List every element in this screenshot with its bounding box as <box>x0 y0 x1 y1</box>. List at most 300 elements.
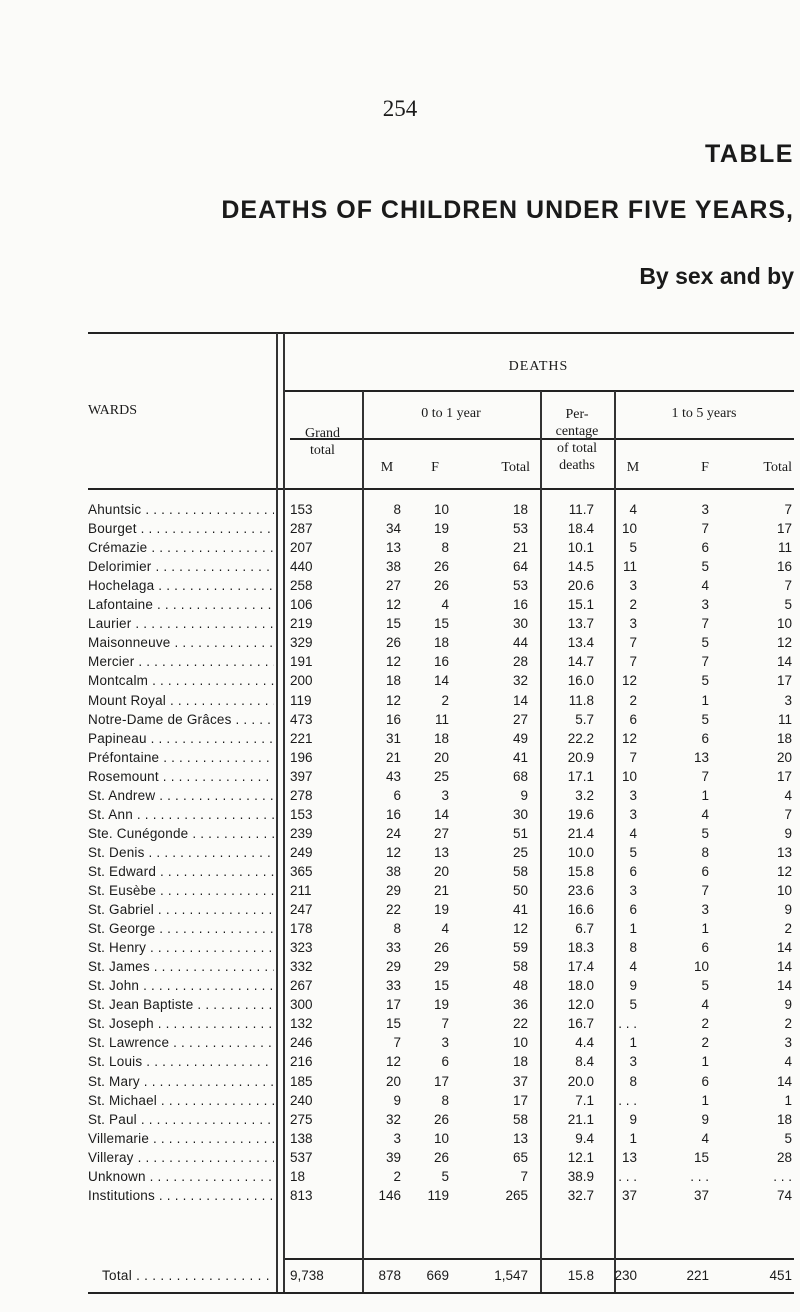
cell-m1: 11 <box>622 559 637 574</box>
cell-m1: 1 <box>629 1131 637 1146</box>
cell-m0: 9 <box>393 1093 401 1108</box>
cell-f0: 20 <box>433 750 449 765</box>
cell-t0: 16 <box>512 597 528 612</box>
cell-grand: 185 <box>290 1074 313 1089</box>
cell-m1: 8 <box>629 1074 637 1089</box>
ward-name: Ste. Cunégonde . . . <box>88 826 274 841</box>
grand-total-header-line2: total <box>310 443 335 458</box>
cell-t1: 9 <box>784 902 792 917</box>
cell-pct: 12.0 <box>567 997 594 1012</box>
cell-t1: 14 <box>776 959 792 974</box>
cell-f0: 16 <box>433 654 449 669</box>
cell-pct: 10.1 <box>567 540 594 555</box>
cell-m1: 1 <box>629 1035 637 1050</box>
table-row <box>0 1112 800 1131</box>
cell-t1: 4 <box>784 1054 792 1069</box>
cell-f1: 1 <box>701 1093 709 1108</box>
ward-name: Mercier . . . <box>88 654 274 669</box>
cell-pct: 7.1 <box>575 1093 594 1108</box>
cell-grand: 246 <box>290 1035 313 1050</box>
f0-header: F <box>431 460 439 475</box>
percentage-header <box>540 406 614 474</box>
table-row <box>0 597 800 616</box>
cell-pct: 21.1 <box>567 1112 594 1127</box>
cell-pct: 18.3 <box>567 940 594 955</box>
cell-grand: 18 <box>290 1169 306 1184</box>
cell-t1: 2 <box>784 921 792 936</box>
cell-pct: 16.0 <box>567 673 594 688</box>
cell-f1: 7 <box>701 883 709 898</box>
cell-t0: 30 <box>512 807 528 822</box>
cell-m1: 2 <box>629 693 637 708</box>
cell-grand: 106 <box>290 597 313 612</box>
ward-name: St. Louis . . . <box>88 1054 274 1069</box>
cell-m1: 230 <box>614 1268 637 1283</box>
cell-pct: 32.7 <box>567 1188 594 1203</box>
table-row <box>0 902 800 921</box>
cell-t1: 17 <box>776 769 792 784</box>
table-row <box>0 1169 800 1188</box>
cell-t0: 49 <box>512 731 528 746</box>
cell-f1: 5 <box>701 673 709 688</box>
cell-m0: 39 <box>385 1150 401 1165</box>
cell-t1: 14 <box>776 940 792 955</box>
cell-t1: 14 <box>776 978 792 993</box>
table-row <box>0 997 800 1016</box>
cell-pct: 38.9 <box>567 1169 594 1184</box>
table-row <box>0 1150 800 1169</box>
ward-name: Villemarie . . . <box>88 1131 274 1146</box>
table-row <box>0 750 800 769</box>
table-row <box>0 978 800 997</box>
ward-name: Hochelaga . . . <box>88 578 274 593</box>
cell-f0: 26 <box>433 1150 449 1165</box>
cell-m0: 878 <box>378 1268 401 1283</box>
cell-t1: 74 <box>776 1188 792 1203</box>
cell-m0: 146 <box>378 1188 401 1203</box>
cell-m0: 12 <box>385 654 401 669</box>
cell-f0: 21 <box>433 883 449 898</box>
cell-grand: 332 <box>290 959 313 974</box>
cell-grand: 247 <box>290 902 313 917</box>
cell-m0: 16 <box>385 712 401 727</box>
cell-f0: 15 <box>433 978 449 993</box>
cell-t0: 58 <box>512 959 528 974</box>
cell-f1: 37 <box>693 1188 709 1203</box>
cell-f1: 4 <box>701 807 709 822</box>
cell-f0: 13 <box>433 845 449 860</box>
cell-m1: . . . <box>618 1093 637 1108</box>
cell-t0: 22 <box>512 1016 528 1031</box>
cell-t1: 18 <box>776 731 792 746</box>
cell-grand: 207 <box>290 540 313 555</box>
table-row <box>0 845 800 864</box>
cell-f1: 4 <box>701 578 709 593</box>
cell-f1: 7 <box>701 521 709 536</box>
cell-f1: 1 <box>701 1054 709 1069</box>
cell-t0: 37 <box>512 1074 528 1089</box>
cell-f0: 3 <box>441 788 449 803</box>
cell-m0: 6 <box>393 788 401 803</box>
cell-t0: 14 <box>512 693 528 708</box>
cell-t1: 28 <box>776 1150 792 1165</box>
cell-f1: 15 <box>693 1150 709 1165</box>
m0-header: M <box>380 460 394 475</box>
ward-name: Delorimier . . . <box>88 559 274 574</box>
cell-t0: 36 <box>512 997 528 1012</box>
cell-m0: 27 <box>385 578 401 593</box>
cell-pct: 17.1 <box>567 769 594 784</box>
cell-m0: 12 <box>385 597 401 612</box>
cell-m0: 32 <box>385 1112 401 1127</box>
cell-m0: 38 <box>385 864 401 879</box>
cell-f1: 2 <box>701 1016 709 1031</box>
cell-f0: 18 <box>433 731 449 746</box>
cell-pct: 15.8 <box>567 1268 594 1283</box>
cell-t1: 5 <box>784 597 792 612</box>
cell-t0: 51 <box>512 826 528 841</box>
cell-f0: 19 <box>433 521 449 536</box>
cell-grand: 221 <box>290 731 313 746</box>
cell-t0: 65 <box>512 1150 528 1165</box>
cell-t1: 11 <box>777 540 792 555</box>
cell-t0: 18 <box>512 502 528 517</box>
cell-m1: 5 <box>629 997 637 1012</box>
cell-m0: 38 <box>385 559 401 574</box>
cell-m0: 2 <box>393 1169 401 1184</box>
table-subtitle: By sex and by <box>639 263 794 289</box>
cell-pct: 12.1 <box>567 1150 594 1165</box>
ward-name: Laurier . . . <box>88 616 274 631</box>
cell-t0: 53 <box>512 578 528 593</box>
cell-f1: 4 <box>701 1131 709 1146</box>
table-row <box>0 635 800 654</box>
ward-name: St. Michael . . . <box>88 1093 274 1108</box>
cell-m1: 13 <box>621 1150 637 1165</box>
cell-f1: 3 <box>701 902 709 917</box>
cell-m0: 33 <box>385 978 401 993</box>
cell-t0: 18 <box>512 1054 528 1069</box>
cell-f0: 29 <box>433 959 449 974</box>
cell-m0: 18 <box>385 673 401 688</box>
cell-m0: 15 <box>385 1016 401 1031</box>
cell-t1: 2 <box>784 1016 792 1031</box>
cell-pct: 13.7 <box>567 616 594 631</box>
table-row <box>0 521 800 540</box>
cell-t1: 17 <box>776 673 792 688</box>
cell-m1: 7 <box>629 635 637 650</box>
cell-m0: 17 <box>385 997 401 1012</box>
cell-f1: 4 <box>701 997 709 1012</box>
top-rule <box>88 332 794 334</box>
table-row <box>0 616 800 635</box>
table-row <box>0 578 800 597</box>
cell-t1: 7 <box>784 807 792 822</box>
cell-t1: 10 <box>776 616 792 631</box>
cell-pct: 10.0 <box>567 845 594 860</box>
cell-f0: 27 <box>433 826 449 841</box>
table-row <box>0 673 800 692</box>
cell-f0: 26 <box>433 578 449 593</box>
cell-t1: 9 <box>784 826 792 841</box>
cell-pct: 17.4 <box>567 959 594 974</box>
cell-m0: 12 <box>385 1054 401 1069</box>
cell-m1: 4 <box>629 959 637 974</box>
cell-t1: 16 <box>776 559 792 574</box>
table-label: TABLE <box>705 140 794 168</box>
cell-grand: 178 <box>290 921 313 936</box>
cell-f1: 5 <box>701 826 709 841</box>
ward-name: St. John . . . <box>88 978 274 993</box>
cell-t1: 3 <box>784 1035 792 1050</box>
ward-name: Ahuntsic . . . <box>88 502 274 517</box>
cell-m1: . . . <box>618 1169 637 1184</box>
cell-m0: 21 <box>385 750 401 765</box>
cell-t1: 10 <box>776 883 792 898</box>
cell-m1: 10 <box>621 769 637 784</box>
ward-name: Maisonneuve . . . <box>88 635 274 650</box>
cell-pct: 6.7 <box>575 921 594 936</box>
table-row <box>0 1074 800 1093</box>
cell-m1: 3 <box>629 807 637 822</box>
cell-m0: 7 <box>393 1035 401 1050</box>
cell-f0: 14 <box>433 807 449 822</box>
table-row <box>0 769 800 788</box>
cell-pct: 21.4 <box>567 826 594 841</box>
cell-t1: 18 <box>776 1112 792 1127</box>
table-row <box>0 788 800 807</box>
cell-m1: . . . <box>618 1016 637 1031</box>
cell-grand: 473 <box>290 712 313 727</box>
cell-m1: 7 <box>629 654 637 669</box>
cell-pct: 14.7 <box>567 654 594 669</box>
cell-grand: 132 <box>290 1016 313 1031</box>
cell-f1: 1 <box>701 921 709 936</box>
cell-t1: 14 <box>776 1074 792 1089</box>
cell-grand: 153 <box>290 502 313 517</box>
cell-grand: 813 <box>290 1188 313 1203</box>
cell-m1: 3 <box>629 616 637 631</box>
cell-f1: 6 <box>701 940 709 955</box>
table-row <box>0 940 800 959</box>
table-row <box>0 693 800 712</box>
cell-grand: 153 <box>290 807 313 822</box>
ward-name: Papineau . . . <box>88 731 274 746</box>
percentage-header-line3: of total <box>556 441 598 456</box>
cell-t1: 12 <box>776 864 792 879</box>
cell-m0: 12 <box>385 693 401 708</box>
cell-pct: 11.7 <box>568 502 594 517</box>
cell-f1: 13 <box>693 750 709 765</box>
cell-m0: 15 <box>385 616 401 631</box>
cell-t0: 68 <box>512 769 528 784</box>
bottom-rule <box>88 1292 794 1294</box>
cell-t0: 41 <box>512 902 528 917</box>
cell-grand: 300 <box>290 997 313 1012</box>
cell-t0: 25 <box>512 845 528 860</box>
cell-pct: 9.4 <box>575 1131 594 1146</box>
cell-grand: 240 <box>290 1093 313 1108</box>
cell-m0: 8 <box>393 921 401 936</box>
cell-pct: 16.7 <box>567 1016 594 1031</box>
cell-m0: 24 <box>385 826 401 841</box>
ward-name: St. Gabriel . . . <box>88 902 274 917</box>
cell-m0: 33 <box>385 940 401 955</box>
cell-m0: 29 <box>385 883 401 898</box>
cell-t1: 13 <box>776 845 792 860</box>
ward-name: St. Lawrence . . . <box>88 1035 274 1050</box>
cell-f0: 17 <box>433 1074 449 1089</box>
cell-f0: 8 <box>441 540 449 555</box>
cell-f0: 10 <box>433 1131 449 1146</box>
cell-m1: 37 <box>621 1188 637 1203</box>
cell-m1: 6 <box>629 712 637 727</box>
cell-pct: 4.4 <box>575 1035 594 1050</box>
table-row <box>0 826 800 845</box>
table-row <box>0 883 800 902</box>
ward-name: Lafontaine . . . <box>88 597 274 612</box>
cell-t1: 17 <box>776 521 792 536</box>
cell-f0: 4 <box>441 921 449 936</box>
grand-total-header-line1: Grand <box>305 426 340 441</box>
cell-f1: 5 <box>701 978 709 993</box>
table-row <box>0 1054 800 1073</box>
ward-name: St. Henry . . . <box>88 940 274 955</box>
cell-t0: 30 <box>512 616 528 631</box>
table-row <box>0 1188 800 1207</box>
cell-t0: 44 <box>512 635 528 650</box>
cell-f0: 26 <box>433 559 449 574</box>
percentage-header-line4: deaths <box>559 458 595 473</box>
ward-name: St. James . . . <box>88 959 274 974</box>
cell-m0: 3 <box>393 1131 401 1146</box>
cell-pct: 8.4 <box>575 1054 594 1069</box>
cell-f1: 7 <box>701 654 709 669</box>
cell-t0: 21 <box>512 540 528 555</box>
ward-name: St. Paul . . . <box>88 1112 274 1127</box>
ward-name: Préfontaine . . . <box>88 750 274 765</box>
cell-f0: 20 <box>433 864 449 879</box>
cell-f1: 5 <box>701 559 709 574</box>
cell-f1: 7 <box>701 769 709 784</box>
cell-f0: 6 <box>441 1054 449 1069</box>
cell-grand: 278 <box>290 788 313 803</box>
cell-f0: 14 <box>433 673 449 688</box>
cell-m1: 9 <box>629 978 637 993</box>
cell-pct: 19.6 <box>567 807 594 822</box>
m1-header: M <box>626 460 640 475</box>
cell-f1: . . . <box>690 1169 709 1184</box>
cell-f0: 10 <box>433 502 449 517</box>
cell-grand: 267 <box>290 978 313 993</box>
cell-m1: 7 <box>629 750 637 765</box>
cell-f1: 10 <box>693 959 709 974</box>
ward-name: St. George . . . <box>88 921 274 936</box>
table-row <box>0 959 800 978</box>
cell-t1: 9 <box>784 997 792 1012</box>
cell-f1: 5 <box>701 712 709 727</box>
cell-t1: 3 <box>784 693 792 708</box>
cell-t1: 4 <box>784 788 792 803</box>
ward-name: St. Denis . . . <box>88 845 274 860</box>
cell-pct: 18.0 <box>567 978 594 993</box>
cell-m1: 6 <box>629 864 637 879</box>
cell-t1: 12 <box>776 635 792 650</box>
cell-grand: 196 <box>290 750 313 765</box>
cell-pct: 23.6 <box>567 883 594 898</box>
cell-pct: 15.8 <box>567 864 594 879</box>
f1-header: F <box>701 460 709 475</box>
t1-header: Total <box>763 460 792 475</box>
cell-grand: 397 <box>290 769 313 784</box>
cell-m0: 29 <box>385 959 401 974</box>
cell-grand: 323 <box>290 940 313 955</box>
deaths-rule <box>283 390 794 392</box>
cell-t1: 5 <box>784 1131 792 1146</box>
cell-t0: 64 <box>512 559 528 574</box>
cell-t0: 53 <box>512 521 528 536</box>
cell-m1: 3 <box>629 883 637 898</box>
cell-f0: 15 <box>433 616 449 631</box>
cell-t1: 20 <box>776 750 792 765</box>
cell-m1: 5 <box>629 845 637 860</box>
ward-name: St. Andrew . . . <box>88 788 274 803</box>
cell-m0: 13 <box>385 540 401 555</box>
cell-m1: 3 <box>629 578 637 593</box>
cell-pct: 13.4 <box>567 635 594 650</box>
cell-grand: 258 <box>290 578 313 593</box>
cell-m1: 2 <box>629 597 637 612</box>
ward-name: St. Mary . . . <box>88 1074 274 1089</box>
cell-m1: 12 <box>621 673 637 688</box>
cell-f0: 18 <box>433 635 449 650</box>
cell-t0: 28 <box>512 654 528 669</box>
cell-f1: 1 <box>701 788 709 803</box>
table-row <box>0 1093 800 1112</box>
cell-t0: 10 <box>512 1035 528 1050</box>
cell-t0: 7 <box>520 1169 528 1184</box>
cell-m1: 3 <box>629 1054 637 1069</box>
cell-t1: 1 <box>784 1093 792 1108</box>
ward-name: Total . . . <box>102 1268 272 1283</box>
t0-header: Total <box>501 460 530 475</box>
table-row <box>0 712 800 731</box>
cell-grand: 191 <box>290 654 313 669</box>
cell-f0: 669 <box>426 1268 449 1283</box>
cell-f0: 26 <box>433 1112 449 1127</box>
cell-grand: 365 <box>290 864 313 879</box>
cell-f0: 7 <box>441 1016 449 1031</box>
cell-grand: 239 <box>290 826 313 841</box>
cell-grand: 440 <box>290 559 313 574</box>
cell-grand: 329 <box>290 635 313 650</box>
table-row <box>0 1035 800 1054</box>
cell-grand: 200 <box>290 673 313 688</box>
table-row <box>0 731 800 750</box>
cell-t0: 48 <box>512 978 528 993</box>
cell-t0: 9 <box>520 788 528 803</box>
cell-grand: 211 <box>290 883 312 898</box>
cell-f1: 221 <box>686 1268 709 1283</box>
table-row <box>0 502 800 521</box>
cell-pct: 3.2 <box>575 788 594 803</box>
ward-name: Institutions . . . <box>88 1188 274 1203</box>
table-title: DEATHS OF CHILDREN UNDER FIVE YEARS, <box>221 196 794 224</box>
cell-m1: 5 <box>629 540 637 555</box>
table-row <box>0 807 800 826</box>
ward-name: Bourget . . . <box>88 521 274 536</box>
cell-f0: 4 <box>441 597 449 612</box>
